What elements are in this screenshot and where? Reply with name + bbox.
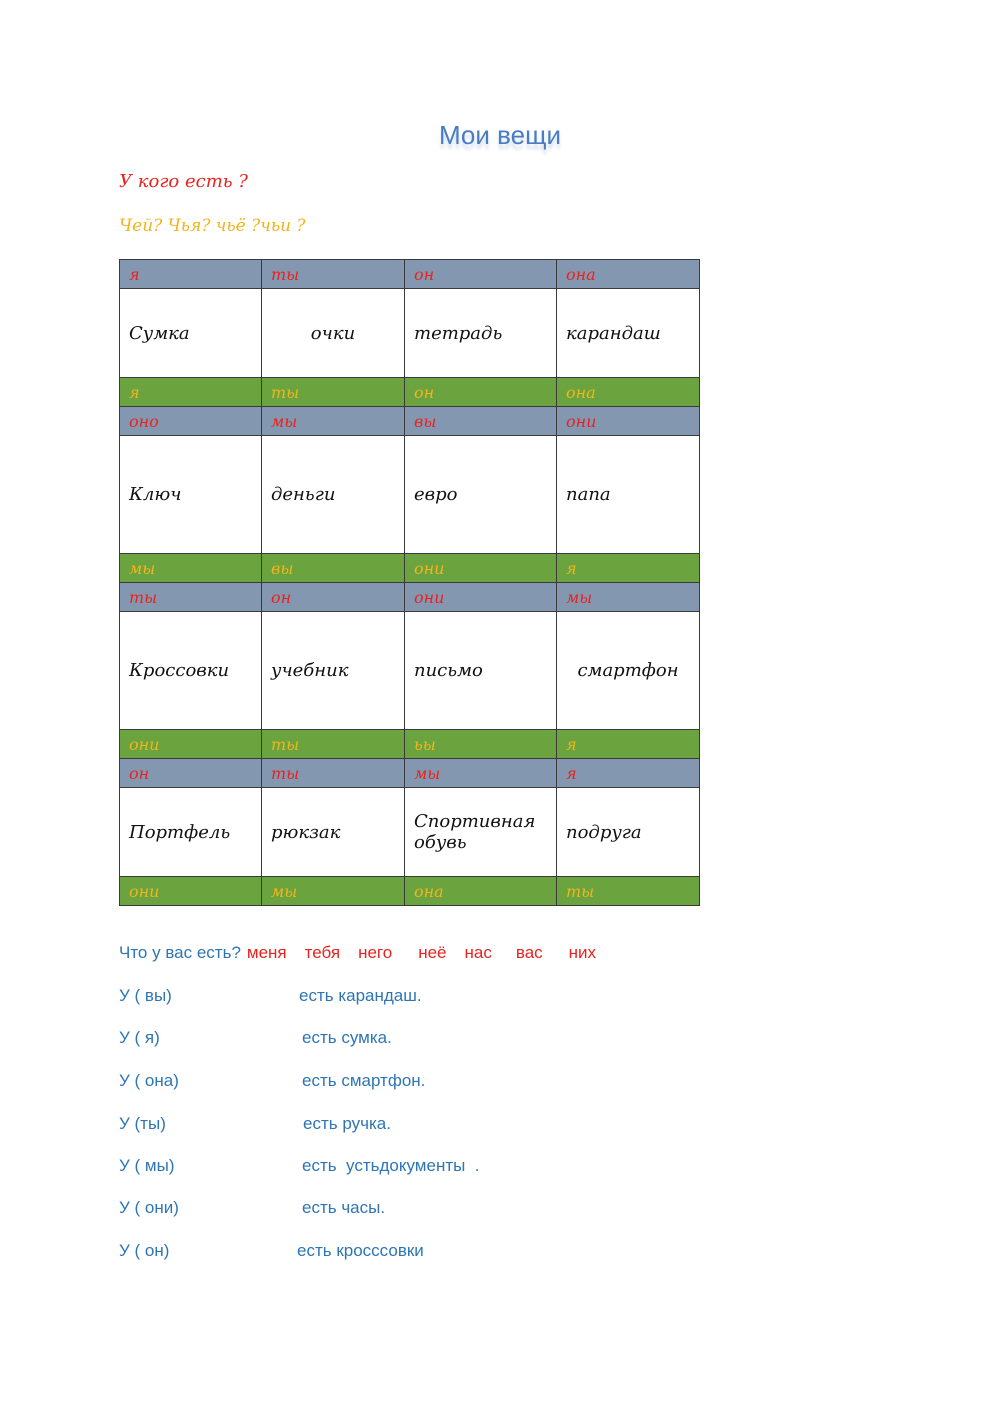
pronoun-word: меня [246,943,287,962]
header-cell: он [262,583,405,612]
answer-row [120,730,700,759]
header-row [120,759,700,788]
word-cell: деньги [262,436,405,554]
answer-cell: мы [120,554,262,583]
pronoun-bank [119,943,596,963]
header-cell: он [120,759,262,788]
header-cell: ты [262,759,405,788]
exercise-left: У ( мы) [119,1156,175,1175]
question-who: У кого есть ? [119,171,248,192]
answer-cell: она [405,877,557,906]
exercise-right: есть карандаш. [299,986,422,1005]
pronoun-table [119,259,700,906]
word-row [120,436,700,554]
answer-cell: ты [557,877,700,906]
exercise-right: есть ручка. [303,1114,391,1133]
word-row [120,612,700,730]
pronoun-word: них [568,943,597,962]
word-row [120,289,700,378]
header-row [120,407,700,436]
word-cell: Ключ [120,436,262,554]
word-cell: смартфон [557,612,700,730]
page-title: Мои вещи [438,120,562,150]
header-cell: ты [120,583,262,612]
answer-cell: ьы [405,730,557,759]
header-cell: мы [405,759,557,788]
answer-cell: я [557,554,700,583]
exercise-right: есть сумка. [302,1028,392,1047]
header-cell: оно [120,407,262,436]
pronoun-word: тебя [304,943,341,962]
pronoun-word: него [358,943,393,962]
answer-cell: ты [262,730,405,759]
header-cell: они [557,407,700,436]
word-row [120,788,700,877]
exercise-right: есть смартфон. [302,1071,426,1090]
exercise-left: У ( она) [119,1071,179,1090]
header-cell: я [557,759,700,788]
word-cell: карандаш [557,289,700,378]
answer-cell: вы [262,554,405,583]
header-cell: ты [262,260,405,289]
word-cell: евро [405,436,557,554]
header-row [120,583,700,612]
word-cell: рюкзак [262,788,405,877]
word-cell: Кроссовки [120,612,262,730]
answer-cell: я [120,378,262,407]
exercise-left: У ( вы) [119,986,172,1005]
exercise-left: У ( я) [119,1028,160,1047]
exercise-right: есть устьдокументы . [302,1156,480,1175]
header-cell: он [405,260,557,289]
word-cell: папа [557,436,700,554]
word-cell: учебник [262,612,405,730]
header-cell: она [557,260,700,289]
answer-cell: они [120,877,262,906]
answer-cell: я [557,730,700,759]
pronoun-bank-label: Что у вас есть? [119,943,241,962]
exercise-right: есть часы. [302,1198,386,1217]
word-cell: тетрадь [405,289,557,378]
word-cell: Сумка [120,289,262,378]
word-cell: Спортивная обувь [405,788,557,877]
pronoun-word: неё [418,943,447,962]
answer-cell: мы [262,877,405,906]
word-cell: письмо [405,612,557,730]
exercise-left: У ( они) [119,1198,179,1217]
header-cell: я [120,260,262,289]
answer-row [120,554,700,583]
exercise-left: У ( он) [119,1241,170,1260]
pronoun-word: вас [515,943,543,962]
header-row [120,260,700,289]
answer-cell: он [405,378,557,407]
word-cell: очки [262,289,405,378]
word-cell: Портфель [120,788,262,877]
word-cell: подруга [557,788,700,877]
answer-row [120,378,700,407]
answer-cell: она [557,378,700,407]
header-cell: они [405,583,557,612]
answer-cell: ты [262,378,405,407]
question-whose: Чей? Чья? чьё ?чьи ? [119,216,306,236]
answer-row [120,877,700,906]
header-cell: вы [405,407,557,436]
pronoun-word: нас [464,943,492,962]
header-cell: мы [557,583,700,612]
header-cell: мы [262,407,405,436]
answer-cell: они [405,554,557,583]
exercise-right: есть кросссовки [297,1241,424,1260]
exercise-left: У (ты) [119,1114,166,1133]
answer-cell: они [120,730,262,759]
